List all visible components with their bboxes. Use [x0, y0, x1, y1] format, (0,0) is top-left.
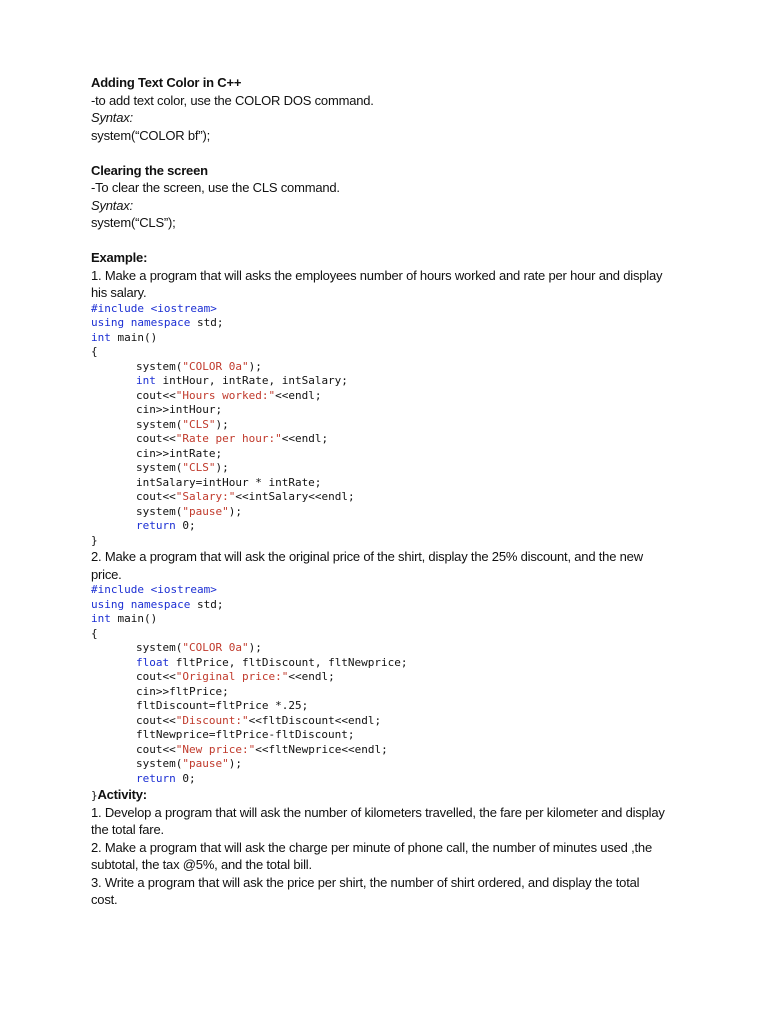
- code-block-salary: #include <iostream> using namespace std; int main() { system("COLOR 0a"); int intHour, intRate, intSalary; cout<<"Hours worked:"<<endl; cin>>intHour; system("CLS"); cout<<"Rate per hour:"<<endl; cin>>intRate; system("CLS"); intSalary=intHour * intRate; cout<<"Salary:"<<intSalary<<endl; system("pause"); return 0; }: [91, 301, 355, 547]
- activity-heading: Activity:: [97, 787, 147, 802]
- problem-2-line-1: 2. Make a program that will ask the original price of the shirt, display the 25% discount, and the new: [91, 549, 643, 564]
- activity-2-line-1: 2. Make a program that will ask the charge per minute of phone call, the number of minutes used ,the: [91, 839, 652, 855]
- activity-1-line-2: the total fare.: [91, 822, 164, 837]
- problem-2-line-2: price.: [91, 566, 122, 582]
- activity-2-line-2: subtotal, the tax @5%, and the total bill.: [91, 857, 312, 872]
- clear-section-title: Clearing the screen: [91, 162, 208, 178]
- example-heading: Example:: [91, 250, 148, 265]
- problem-1-line-2: his salary.: [91, 285, 147, 300]
- color-section-title: Adding Text Color in C++: [91, 75, 242, 90]
- document-page: [91, 74, 731, 909]
- clear-syntax-label: Syntax:: [91, 197, 133, 213]
- activity-1-line-1: 1. Develop a program that will ask the number of kilometers travelled, the fare per kilometer and display: [91, 804, 665, 820]
- activity-3-line-1: 3. Write a program that will ask the price per shirt, the number of shirt ordered, and display the total: [91, 874, 640, 890]
- activity-heading-row: }Activity:: [91, 787, 147, 802]
- problem-1-line-1: 1. Make a program that will asks the employees number of hours worked and rate per hour and display: [91, 267, 663, 283]
- color-section-description: -to add text color, use the COLOR DOS command.: [91, 92, 374, 108]
- color-syntax-label: Syntax:: [91, 110, 133, 125]
- color-syntax: system(“COLOR bf”);: [91, 127, 210, 143]
- clear-section-description: -To clear the screen, use the CLS command.: [91, 180, 340, 195]
- code-block-discount: #include <iostream> using namespace std; int main() { system("COLOR 0a"); float fltPrice, fltDiscount, fltNewprice; cout<<"Original price:"<<endl; cin>>fltPrice; fltDiscount=fltPrice *.25; cout<<"Discount:"<<fltDiscount<<endl; fltNewprice=fltPrice-fltDiscount; cout<<"New price:"<<fltNewprice<<endl; system("pause"); return 0;: [91, 583, 408, 785]
- clear-syntax: system(“CLS”);: [91, 215, 176, 230]
- activity-3-line-2: cost.: [91, 892, 118, 907]
